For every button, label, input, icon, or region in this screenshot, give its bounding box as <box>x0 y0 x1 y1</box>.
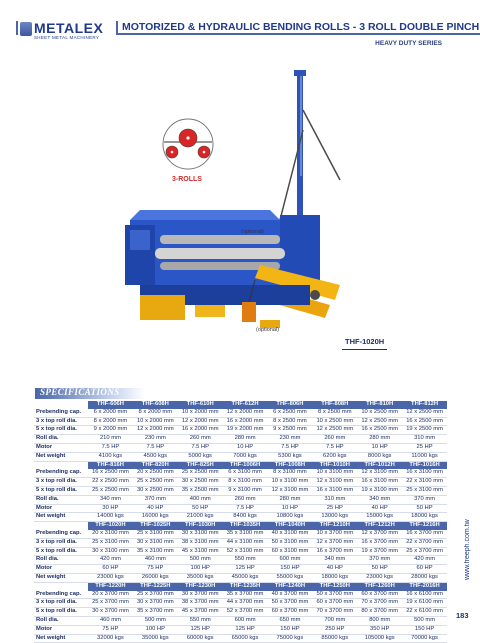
table-cell: 50 HP <box>402 504 447 513</box>
table-cell: 460 mm <box>133 556 178 565</box>
row-label: 3 x top roll dia. <box>34 417 88 426</box>
page-title: MOTORIZED & HYDRAULIC BENDING ROLLS - 3 ROLL DOUBLE PINCH <box>118 21 480 33</box>
table-cell: 420 mm <box>402 556 447 565</box>
table-row <box>34 443 447 452</box>
table-row <box>34 573 447 582</box>
table-cell: 280 mm <box>223 435 268 444</box>
table-cell: 25 HP <box>312 504 357 513</box>
table-cell: 12 x 3100 mm <box>268 486 313 495</box>
table-cell: 125 HP <box>178 625 223 634</box>
table-row <box>34 565 447 574</box>
model-name: THF-610H <box>178 401 223 409</box>
table-cell: 10 x 2500 mm <box>357 409 402 417</box>
table-cell: 65000 kgs <box>223 634 268 643</box>
header-spacer <box>34 522 88 530</box>
model-name: THF-1210H <box>312 522 357 530</box>
row-label: Net weight <box>34 513 88 522</box>
table-cell: 250 HP <box>312 625 357 634</box>
table-row <box>34 599 447 608</box>
table-cell: 40 HP <box>357 504 402 513</box>
model-name: THF-1010H <box>312 461 357 469</box>
row-label: Motor <box>34 565 88 574</box>
brand-mark-icon <box>20 22 32 36</box>
table-cell: 8 x 2000 mm <box>133 409 178 417</box>
table-cell: 260 mm <box>178 435 223 444</box>
table-cell: 70000 kgs <box>402 634 447 643</box>
table-row <box>34 547 447 556</box>
table-row <box>34 591 447 599</box>
table-cell: 14000 kgs <box>88 513 133 522</box>
table-row <box>34 452 447 461</box>
row-label: 3 x top roll dia. <box>34 478 88 487</box>
header-spacer <box>34 401 88 409</box>
model-name: THF-1240H <box>268 582 313 590</box>
row-label: Roll dia. <box>34 435 88 444</box>
table-cell: 50 HP <box>357 565 402 574</box>
table-cell: 28000 kgs <box>402 573 447 582</box>
table-cell: 30 x 2500 mm <box>178 478 223 487</box>
table-cell: 8 x 3100 mm <box>268 469 313 477</box>
table-cell: 19 x 6100 mm <box>402 599 447 608</box>
row-label: 5 x top roll dia. <box>34 608 88 617</box>
table-cell: 11000 kgs <box>402 452 447 461</box>
table-cell: 8400 kgs <box>223 513 268 522</box>
table-cell: 80 x 3700 mm <box>357 608 402 617</box>
table-cell: 260 mm <box>312 435 357 444</box>
table-cell: 16 x 2500 mm <box>357 426 402 435</box>
table-cell: 22 x 2500 mm <box>88 478 133 487</box>
table-cell: 18000 kgs <box>312 573 357 582</box>
table-cell: 5300 kgs <box>268 452 313 461</box>
table-cell: 8 x 2500 mm <box>268 417 313 426</box>
row-label: Net weight <box>34 634 88 643</box>
table-cell: 30 x 3700 mm <box>133 599 178 608</box>
table-cell: 370 mm <box>402 495 447 504</box>
model-tag: THF-1020H <box>342 337 387 350</box>
optional-label-base: (optional) <box>256 327 279 333</box>
table-cell: 60 x 3700 mm <box>312 599 357 608</box>
table-row <box>34 486 447 495</box>
table-cell: 10800 kgs <box>268 513 313 522</box>
table-cell: 350 HP <box>357 625 402 634</box>
table-row <box>34 634 447 643</box>
model-name: THF-1020H <box>88 522 133 530</box>
table-cell: 85000 kgs <box>312 634 357 643</box>
table-cell: 55000 kgs <box>268 573 313 582</box>
table-cell: 16 x 6100 mm <box>402 591 447 599</box>
row-label: 5 x top roll dia. <box>34 486 88 495</box>
table-cell: 30 x 3100 mm <box>133 538 178 547</box>
table-cell: 12 x 3700 mm <box>312 538 357 547</box>
row-label: 3 x top roll dia. <box>34 599 88 608</box>
table-cell: 8 x 3100 mm <box>223 478 268 487</box>
table-cell: 25 x 3100 mm <box>402 486 447 495</box>
table-cell: 10 x 3100 mm <box>268 478 313 487</box>
table-cell: 50 HP <box>178 504 223 513</box>
table-cell: 4500 kgs <box>133 452 178 461</box>
table-cell: 25 x 3100 mm <box>133 530 178 538</box>
table-cell: 12 x 2000 mm <box>178 417 223 426</box>
table-cell: 4100 kgs <box>88 452 133 461</box>
table-cell: 10 HP <box>357 443 402 452</box>
model-name: THF-1030H <box>178 522 223 530</box>
table-cell: 75 HP <box>133 565 178 574</box>
table-cell: 16 x 3700 mm <box>312 547 357 556</box>
table-cell: 310 mm <box>402 435 447 444</box>
table-cell: 12 x 3100 mm <box>357 469 402 477</box>
model-header-row <box>34 461 447 469</box>
table-cell: 310 mm <box>312 495 357 504</box>
table-cell: 35 x 3100 mm <box>223 530 268 538</box>
table-cell: 45 x 3100 mm <box>178 547 223 556</box>
table-cell: 30 x 3100 mm <box>178 530 223 538</box>
optional-label-crane: (optional) <box>241 229 264 235</box>
table-cell: 280 mm <box>268 495 313 504</box>
table-cell: 26000 kgs <box>133 573 178 582</box>
table-cell: 12 x 3100 mm <box>312 478 357 487</box>
model-name: THF-1235H <box>223 582 268 590</box>
table-cell: 16 x 3700 mm <box>357 538 402 547</box>
model-name: THF-812H <box>402 401 447 409</box>
table-cell: 280 mm <box>357 435 402 444</box>
table-cell: 800 mm <box>357 616 402 625</box>
table-row <box>34 556 447 565</box>
model-name: THF-808H <box>312 401 357 409</box>
table-cell: 16 x 3100 mm <box>312 486 357 495</box>
table-row <box>34 469 447 477</box>
table-cell: 22 x 3700 mm <box>402 538 447 547</box>
table-cell: 40 HP <box>133 504 178 513</box>
table-cell: 5000 kgs <box>178 452 223 461</box>
table-cell: 60 HP <box>402 565 447 574</box>
table-cell: 23000 kgs <box>357 573 402 582</box>
table-cell: 6 x 2500 mm <box>268 409 313 417</box>
table-cell: 40 x 3700 mm <box>268 591 313 599</box>
table-row <box>34 417 447 426</box>
table-cell: 35 x 3700 mm <box>133 608 178 617</box>
table-cell: 30 x 3100 mm <box>88 547 133 556</box>
table-cell: 6 x 2000 mm <box>88 409 133 417</box>
table-cell: 50 x 3700 mm <box>312 591 357 599</box>
row-label: Prebending cap. <box>34 591 88 599</box>
table-cell: 7.5 HP <box>133 443 178 452</box>
row-label: Net weight <box>34 573 88 582</box>
row-label: 5 x top roll dia. <box>34 426 88 435</box>
model-name: THF-806H <box>268 401 313 409</box>
row-label: Motor <box>34 504 88 513</box>
model-header-row <box>34 582 447 590</box>
brand-subtitle: SHEET METAL MACHINERY <box>34 35 100 40</box>
row-label: Net weight <box>34 452 88 461</box>
table-cell: 550 mm <box>223 556 268 565</box>
header-spacer <box>34 461 88 469</box>
side-url: www.freeph.com.tw <box>464 519 471 580</box>
table-cell: 340 mm <box>357 495 402 504</box>
table-cell: 8 x 2500 mm <box>312 409 357 417</box>
model-name: THF-1260H <box>357 582 402 590</box>
model-name: THF-1008H <box>268 461 313 469</box>
table-cell: 25 x 3700 mm <box>402 547 447 556</box>
table-cell: 260 mm <box>223 495 268 504</box>
table-cell: 16 x 2500 mm <box>88 469 133 477</box>
table-row <box>34 435 447 444</box>
table-cell: 19 x 3700 mm <box>357 547 402 556</box>
table-cell: 9 x 3100 mm <box>223 486 268 495</box>
table-cell: 35000 kgs <box>133 634 178 643</box>
model-name: THF-1216H <box>402 522 447 530</box>
table-cell: 230 mm <box>268 435 313 444</box>
table-cell: 25 x 2500 mm <box>178 469 223 477</box>
table-cell: 25 x 3100 mm <box>88 538 133 547</box>
table-cell: 16 x 3100 mm <box>402 469 447 477</box>
table-cell: 30 x 3700 mm <box>178 591 223 599</box>
model-name: THF-1220H <box>88 582 133 590</box>
row-label: 3 x top roll dia. <box>34 538 88 547</box>
table-cell: 19 x 2500 mm <box>402 426 447 435</box>
model-name: THF-1040H <box>268 522 313 530</box>
page-number: 183 <box>456 611 469 620</box>
table-cell: 650 mm <box>268 616 313 625</box>
table-cell: 52 x 3100 mm <box>223 547 268 556</box>
table-row <box>34 409 447 417</box>
table-cell: 10 x 3700 mm <box>312 530 357 538</box>
table-cell: 7.5 HP <box>223 504 268 513</box>
table-cell: 7.5 HP <box>178 443 223 452</box>
table-row <box>34 513 447 522</box>
table-cell: 19 x 3100 mm <box>357 486 402 495</box>
table-cell: 340 mm <box>312 556 357 565</box>
model-header-row <box>34 401 447 409</box>
table-cell: 30 x 3700 mm <box>88 608 133 617</box>
table-cell: 340 mm <box>88 495 133 504</box>
table-cell: 50 x 3100 mm <box>268 538 313 547</box>
table-cell: 38 x 3100 mm <box>178 538 223 547</box>
table-cell: 500 mm <box>402 616 447 625</box>
table-cell: 500 mm <box>133 616 178 625</box>
table-cell: 7000 kgs <box>223 452 268 461</box>
table-cell: 22 x 3100 mm <box>402 478 447 487</box>
row-label: Roll dia. <box>34 495 88 504</box>
table-cell: 8 x 2000 mm <box>88 417 133 426</box>
series-subtitle: HEAVY DUTY SERIES <box>375 40 442 47</box>
table-cell: 10 x 2500 mm <box>312 417 357 426</box>
table-cell: 370 mm <box>357 556 402 565</box>
model-name: THF-1250H <box>312 582 357 590</box>
table-cell: 20 x 3100 mm <box>88 530 133 538</box>
table-cell: 10 HP <box>268 504 313 513</box>
header-spacer <box>34 582 88 590</box>
table-cell: 35000 kgs <box>178 573 223 582</box>
table-cell: 25 x 3700 mm <box>133 591 178 599</box>
model-name: THF-1225H <box>133 582 178 590</box>
table-cell: 30 HP <box>88 504 133 513</box>
table-cell: 150 HP <box>268 625 313 634</box>
table-row <box>34 530 447 538</box>
table-cell: 16000 kgs <box>133 513 178 522</box>
model-name: THF-1035H <box>223 522 268 530</box>
model-name: THF-608H <box>133 401 178 409</box>
table-cell: 10 x 3100 mm <box>312 469 357 477</box>
table-row <box>34 495 447 504</box>
table-row <box>34 504 447 513</box>
table-cell: 23000 kgs <box>88 573 133 582</box>
table-cell: 500 mm <box>178 556 223 565</box>
table-cell: 7.5 HP <box>88 443 133 452</box>
table-cell: 22 x 6100 mm <box>402 608 447 617</box>
table-cell: 75 HP <box>88 625 133 634</box>
table-cell: 10 x 2000 mm <box>133 417 178 426</box>
table-cell: 40 x 3100 mm <box>268 530 313 538</box>
table-cell: 6200 kgs <box>312 452 357 461</box>
row-label: 5 x top roll dia. <box>34 547 88 556</box>
table-cell: 125 HP <box>223 625 268 634</box>
table-cell: 70 x 3700 mm <box>312 608 357 617</box>
table-cell: 100 HP <box>178 565 223 574</box>
table-cell: 60 HP <box>88 565 133 574</box>
model-name: THF-810H <box>357 401 402 409</box>
machine-illustration <box>110 70 350 340</box>
table-cell: 35 x 3100 mm <box>133 547 178 556</box>
table-cell: 9 x 2500 mm <box>268 426 313 435</box>
table-cell: 18000 kgs <box>402 513 447 522</box>
specifications-title: SPECIFICATIONS <box>40 387 120 397</box>
table-cell: 50 x 3700 mm <box>268 599 313 608</box>
table-cell: 44 x 3700 mm <box>223 599 268 608</box>
table-cell: 45000 kgs <box>223 573 268 582</box>
row-label: Motor <box>34 443 88 452</box>
table-cell: 60 x 3100 mm <box>268 547 313 556</box>
table-cell: 400 mm <box>178 495 223 504</box>
table-cell: 25 x 2500 mm <box>133 478 178 487</box>
model-name: THF-1230H <box>178 582 223 590</box>
table-row <box>34 478 447 487</box>
model-name: THF-1212H <box>357 522 402 530</box>
table-cell: 230 mm <box>133 435 178 444</box>
table-cell: 12 x 2000 mm <box>223 409 268 417</box>
table-row <box>34 608 447 617</box>
table-cell: 16 x 3700 mm <box>402 530 447 538</box>
table-row <box>34 426 447 435</box>
specifications-table <box>34 401 447 643</box>
model-name: THF-825H <box>178 461 223 469</box>
row-label: Prebending cap. <box>34 469 88 477</box>
model-name: THF-1012H <box>357 461 402 469</box>
table-cell: 12 x 2000 mm <box>133 426 178 435</box>
table-cell: 700 mm <box>312 616 357 625</box>
table-cell: 30 x 2500 mm <box>133 486 178 495</box>
table-cell: 60 x 3700 mm <box>268 608 313 617</box>
row-label: Prebending cap. <box>34 409 88 417</box>
table-cell: 125 HP <box>223 565 268 574</box>
table-cell: 20 x 2500 mm <box>133 469 178 477</box>
table-cell: 38 x 3700 mm <box>178 599 223 608</box>
table-cell: 35 x 3700 mm <box>223 591 268 599</box>
table-cell: 35 x 2500 mm <box>178 486 223 495</box>
row-label: Roll dia. <box>34 556 88 565</box>
table-row <box>34 538 447 547</box>
table-cell: 12 x 2500 mm <box>357 417 402 426</box>
model-header-row <box>34 522 447 530</box>
table-cell: 60000 kgs <box>178 634 223 643</box>
table-cell: 20 x 3700 mm <box>88 591 133 599</box>
table-cell: 100 HP <box>133 625 178 634</box>
table-cell: 44 x 3100 mm <box>223 538 268 547</box>
rolls-label: 3-ROLLS <box>172 176 202 183</box>
table-cell: 52 x 3700 mm <box>223 608 268 617</box>
table-cell: 16 x 2500 mm <box>402 417 447 426</box>
table-cell: 70 x 3700 mm <box>357 599 402 608</box>
table-cell: 45 x 3700 mm <box>178 608 223 617</box>
table-cell: 10 x 2000 mm <box>178 409 223 417</box>
row-label: Motor <box>34 625 88 634</box>
model-name: THF-816H <box>88 461 133 469</box>
row-label: Roll dia. <box>34 616 88 625</box>
table-cell: 12 x 2500 mm <box>402 409 447 417</box>
table-cell: 25 x 3700 mm <box>88 599 133 608</box>
table-cell: 25 HP <box>402 443 447 452</box>
table-cell: 6 x 3100 mm <box>223 469 268 477</box>
table-cell: 32000 kgs <box>88 634 133 643</box>
row-label: Prebending cap. <box>34 530 88 538</box>
table-cell: 12 x 2500 mm <box>312 426 357 435</box>
table-cell: 150 HP <box>268 565 313 574</box>
model-name: THF-1025H <box>133 522 178 530</box>
model-name: THF-2016H <box>402 582 447 590</box>
table-cell: 9 x 2000 mm <box>88 426 133 435</box>
table-cell: 12 x 3700 mm <box>357 530 402 538</box>
table-cell: 7.5 HP <box>312 443 357 452</box>
table-cell: 7.5 HP <box>268 443 313 452</box>
table-cell: 13000 kgs <box>312 513 357 522</box>
table-cell: 19 x 2000 mm <box>223 426 268 435</box>
table-cell: 460 mm <box>88 616 133 625</box>
table-cell: 15000 kgs <box>357 513 402 522</box>
table-cell: 600 mm <box>268 556 313 565</box>
table-cell: 16 x 2000 mm <box>178 426 223 435</box>
brand-logo: METALEX <box>34 20 104 36</box>
table-cell: 370 mm <box>133 495 178 504</box>
model-name: THF-612H <box>223 401 268 409</box>
table-row <box>34 616 447 625</box>
table-cell: 420 mm <box>88 556 133 565</box>
table-cell: 40 HP <box>312 565 357 574</box>
table-cell: 21000 kgs <box>178 513 223 522</box>
table-cell: 150 HP <box>402 625 447 634</box>
model-name: THF-1016H <box>402 461 447 469</box>
table-cell: 105000 kgs <box>357 634 402 643</box>
table-cell: 550 mm <box>178 616 223 625</box>
table-cell: 75000 kgs <box>268 634 313 643</box>
table-cell: 25 x 2500 mm <box>88 486 133 495</box>
table-cell: 10 HP <box>223 443 268 452</box>
model-name: THF-606H <box>88 401 133 409</box>
table-row <box>34 625 447 634</box>
table-cell: 600 mm <box>223 616 268 625</box>
table-cell: 16 x 3100 mm <box>357 478 402 487</box>
table-cell: 210 mm <box>88 435 133 444</box>
table-cell: 60 x 3700 mm <box>357 591 402 599</box>
table-cell: 8000 kgs <box>357 452 402 461</box>
model-name: THF-820H <box>133 461 178 469</box>
table-cell: 16 x 2000 mm <box>223 417 268 426</box>
model-name: THF-1006H <box>223 461 268 469</box>
